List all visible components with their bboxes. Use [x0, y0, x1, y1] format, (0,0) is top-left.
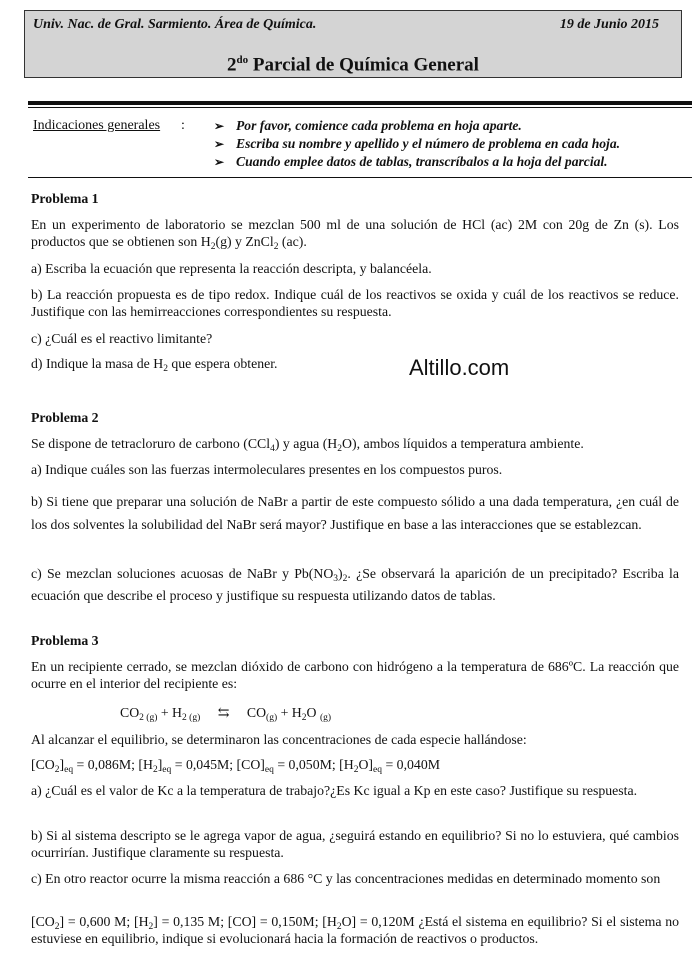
problem-3-b: b) Si al sistema descripto se le agrega vapor de agua, ¿seguirá estando en equilibrio? Si no lo estuviera, qué cambios ocurrirían. Justifique claramente su respuesta. — [31, 828, 679, 860]
problem-2-intro: Se dispone de tetracloruro de carbono (CCl$_4$) y agua $(H_2O)$, ambos líquidos a temperatura ambiente. — [31, 436, 584, 454]
problem-2-title: Problema 2 — [31, 410, 99, 425]
problem-3-title: Problema 3 — [31, 633, 99, 648]
problem-2-c: c) Se mezclan soluciones acuosas de NaBr y $Pb(NO_3)_2$. ¿Se observará la aparición de un precipitado? Escriba la ecuación que describe el proceso y justifique su respuesta utilizando datos de tablas. — [31, 566, 679, 603]
exam-header — [24, 10, 682, 78]
problem-3-equilibrium-intro: Al alcanzar el equilibrio, se determinaron las concentraciones de cada especie hallándose: — [31, 732, 527, 747]
divider-thick — [28, 101, 692, 105]
problem-1-d: d) Indique la masa de $H_2$ que espera obtener. — [31, 356, 278, 374]
divider-section — [28, 177, 692, 178]
problem-1-a: a) Escriba la ecuación que representa la reacción descripta, y balancéela. — [31, 261, 432, 276]
exam-title: $2^{do}$ Parcial de Química General — [227, 54, 479, 76]
indications-list — [214, 117, 620, 171]
reaction-equation: $CO_{2 (g)} + H_{2 (g)}$ ⇆ $CO_{(g)} + H_2O$ $_{(g)}$ — [120, 705, 332, 723]
problem-3-d: $[CO_2] = 0,600$ M; $[H_2] = 0,135$ M; [CO] = 0,150M; $[H_2O] = 0,120M$ ¿Está el sistema en equilibrio? Si el sistema no estuviese en equilibrio, indique si evolucionará hacia la formación de reactivos o productos. — [31, 914, 679, 946]
problem-3-c: c) En otro reactor ocurre la misma reacción a 686 °C y las concentraciones medidas en determinado momento son — [31, 871, 661, 886]
indications-colon: : — [181, 118, 185, 133]
problem-2-a: a) Indique cuáles son las fuerzas intermoleculares presentes en los compuestos puros. — [31, 462, 503, 477]
problem-1-b: b) La reacción propuesta es de tipo redox. Indique cuál de los reactivos se oxida y cuál de los reactivos se reduce. Justifique con las hemirreacciones correspondientes su respuesta. — [31, 287, 679, 319]
indication-item: ➢ Escriba su nombre y apellido y el número de problema en cada hoja. — [214, 136, 621, 151]
divider-thin — [28, 107, 692, 108]
arrow-bullet-icon: ➢ — [214, 137, 225, 151]
indications-label: Indicaciones generales — [33, 118, 161, 133]
institution-label: Univ. Nac. de Gral. Sarmiento. Área de Química. — [33, 17, 317, 32]
problem-3-a: a) ¿Cuál es el valor de Kc a la temperatura de trabajo?¿Es Kc igual a Kp en este caso? Justifique su respuesta. — [31, 783, 638, 798]
equilibrium-arrow-icon: ⇆ — [217, 706, 230, 721]
watermark-text: Altillo.com — [409, 355, 510, 380]
indication-item: ➢ Cuando emplee datos de tablas, transcríbalos a la hoja del parcial. — [214, 154, 608, 169]
indication-item: ➢ Por favor, comience cada problema en hoja aparte. — [214, 118, 522, 133]
arrow-bullet-icon: ➢ — [214, 155, 225, 169]
problem-1-intro: En un experimento de laboratorio se mezclan 500 ml de una solución de HCl (ac) 2M con 20g de Zn (s). Los productos que se obtienen son $H_2(g)$ y ZnCl$_2$ (ac). — [31, 217, 679, 252]
arrow-bullet-icon: ➢ — [214, 119, 225, 133]
problem-3-intro: En un recipiente cerrado, se mezclan dióxido de carbono con hidrógeno a la temperatura de 686ºC. La reacción que ocurre en el interior del recipiente es: — [31, 659, 679, 691]
problem-3-concentrations: $[CO_2]_{eq} = 0,086M$; $[H_2]_{eq} = 0,045M$; $[CO]_{eq} = 0,050M$; $[H_2O]_{eq} = 0,040M$ — [31, 757, 440, 775]
problem-1-c: c) ¿Cuál es el reactivo limitante? — [31, 331, 213, 346]
exam-date: 19 de Junio 2015 — [559, 17, 659, 32]
problem-2-b: b) Si tiene que preparar una solución de NaBr a partir de este compuesto sólido a una dada temperatura, ¿en cuál de los dos solventes la solubilidad del NaBr será mayor? Justifique en base a las interacciones que se establezcan. — [31, 494, 679, 532]
problem-1-title: Problema 1 — [31, 191, 99, 206]
